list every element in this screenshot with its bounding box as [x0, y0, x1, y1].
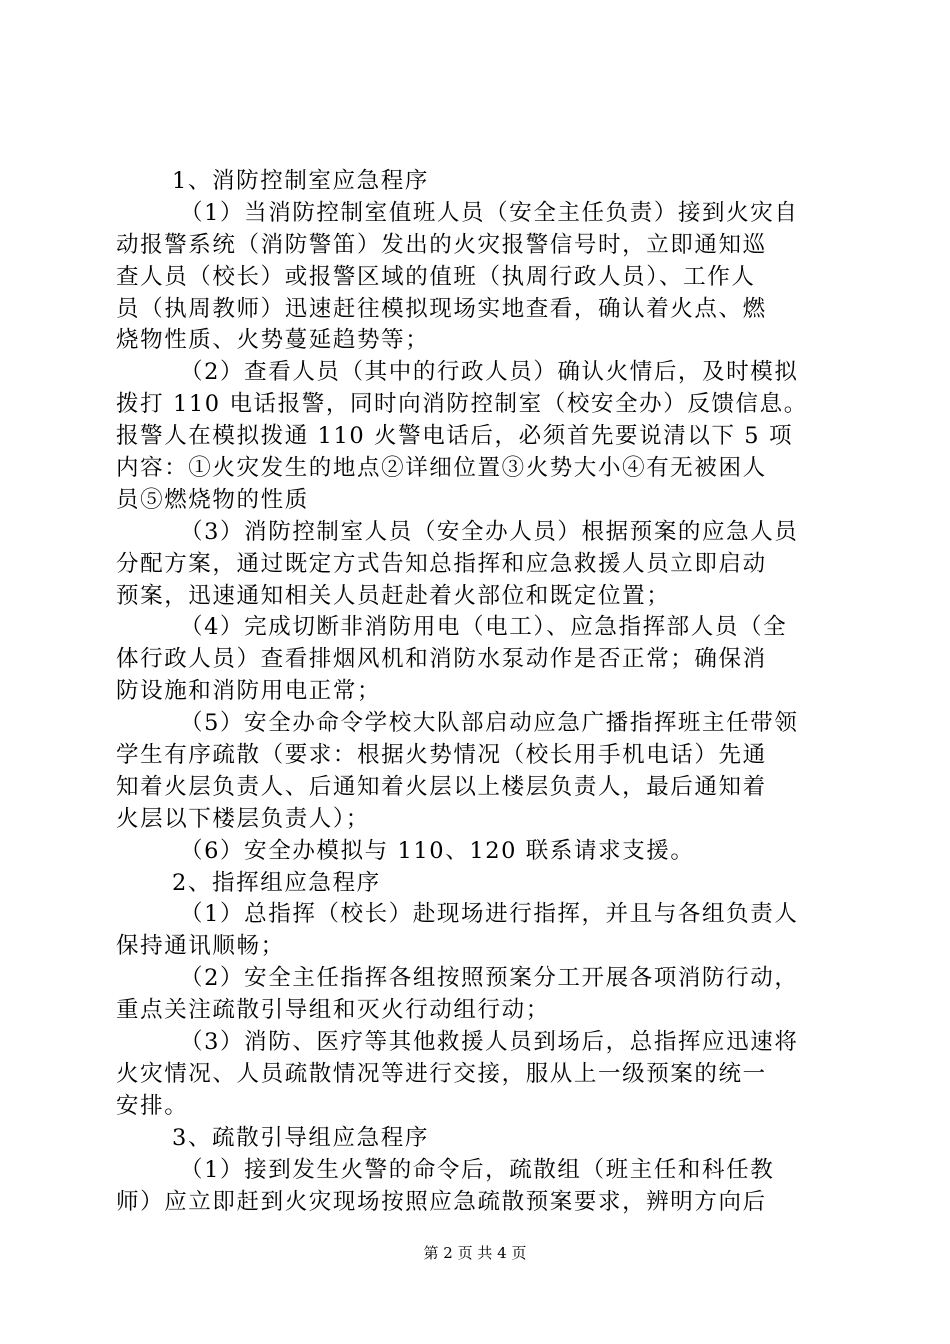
paragraph-line: 员（执周教师）迅速赶往模拟现场实地查看，确认着火点、燃 — [116, 295, 767, 322]
document-body — [116, 166, 836, 1218]
paragraph-line: （4）完成切断非消防用电（电工）、应急指挥部人员（全 — [180, 614, 788, 641]
paragraph-line: 预案，迅速通知相关人员赶赴着火部位和既定位置； — [116, 582, 671, 609]
paragraph-line: （1）总指挥（校长）赴现场进行指挥，并且与各组负责人 — [180, 901, 799, 928]
paragraph-line: （5）安全办命令学校大队部启动应急广播指挥班主任带领 — [180, 710, 799, 737]
paragraph-line: 火灾情况、人员疏散情况等进行交接，服从上一级预案的统一 — [116, 1060, 767, 1087]
paragraph-line: （3）消防控制室人员（安全办人员）根据预案的应急人员 — [180, 518, 799, 545]
paragraph-line: 查人员（校长）或报警区域的值班（执周行政人员）、工作人 — [116, 263, 756, 290]
page-footer: 第 2 页 共 4 页 — [423, 1244, 527, 1262]
paragraph-line: 员⑤燃烧物的性质 — [116, 486, 309, 513]
paragraph-line: 烧物性质、火势蔓延趋势等； — [116, 327, 430, 354]
paragraph-line: （1）接到发生火警的命令后，疏散组（班主任和科任教 — [180, 1156, 775, 1183]
paragraph-line: 动报警系统（消防警笛）发出的火灾报警信号时，立即通知巡 — [116, 231, 767, 258]
paragraph-line: 拨打 110 电话报警，同时向消防控制室（校安全办）反馈信息。 — [116, 391, 808, 418]
paragraph-line: 安排。 — [116, 1092, 189, 1119]
paragraph-line: （6）安全办模拟与 110、120 联系请求支援。 — [180, 837, 695, 864]
paragraph-line: （3）消防、医疗等其他救援人员到场后，总指挥应迅速将 — [180, 1029, 799, 1056]
paragraph-line: 师）应立即赶到火灾现场按照应急疏散预案要求，辨明方向后 — [116, 1188, 767, 1215]
paragraph-line: 保持通讯顺畅； — [116, 933, 285, 960]
paragraph-line: 报警人在模拟拨通 110 火警电话后，必须首先要说清以下 5 项 — [116, 423, 794, 450]
paragraph-line: 分配方案，通过既定方式告知总指挥和应急救援人员立即启动 — [116, 550, 767, 577]
paragraph-line: 火层以下楼层负责人）； — [116, 805, 370, 832]
paragraph-line: 内容：①火灾发生的地点②详细位置③火势大小④有无被困人 — [116, 455, 767, 482]
section-heading: 3、疏散引导组应急程序 — [172, 1124, 429, 1151]
paragraph-line: 防设施和消防用电正常； — [116, 678, 382, 705]
paragraph-line: （2）安全主任指挥各组按照预案分工开展各项消防行动， — [180, 965, 799, 992]
section-heading: 2、指挥组应急程序 — [172, 869, 381, 896]
paragraph-line: 重点关注疏散引导组和灭火行动组行动； — [116, 997, 550, 1024]
paragraph-line: 学生有序疏散（要求：根据火势情况（校长用手机电话）先通 — [116, 742, 767, 769]
paragraph-line: 知着火层负责人、后通知着火层以上楼层负责人，最后通知着 — [116, 773, 767, 800]
paragraph-line: （1）当消防控制室值班人员（安全主任负责）接到火灾自 — [180, 199, 799, 226]
paragraph-line: （2）查看人员（其中的行政人员）确认火情后，及时模拟 — [180, 359, 799, 386]
paragraph-line: 体行政人员）查看排烟风机和消防水泵动作是否正常；确保消 — [116, 646, 767, 673]
section-heading: 1、消防控制室应急程序 — [172, 168, 429, 194]
